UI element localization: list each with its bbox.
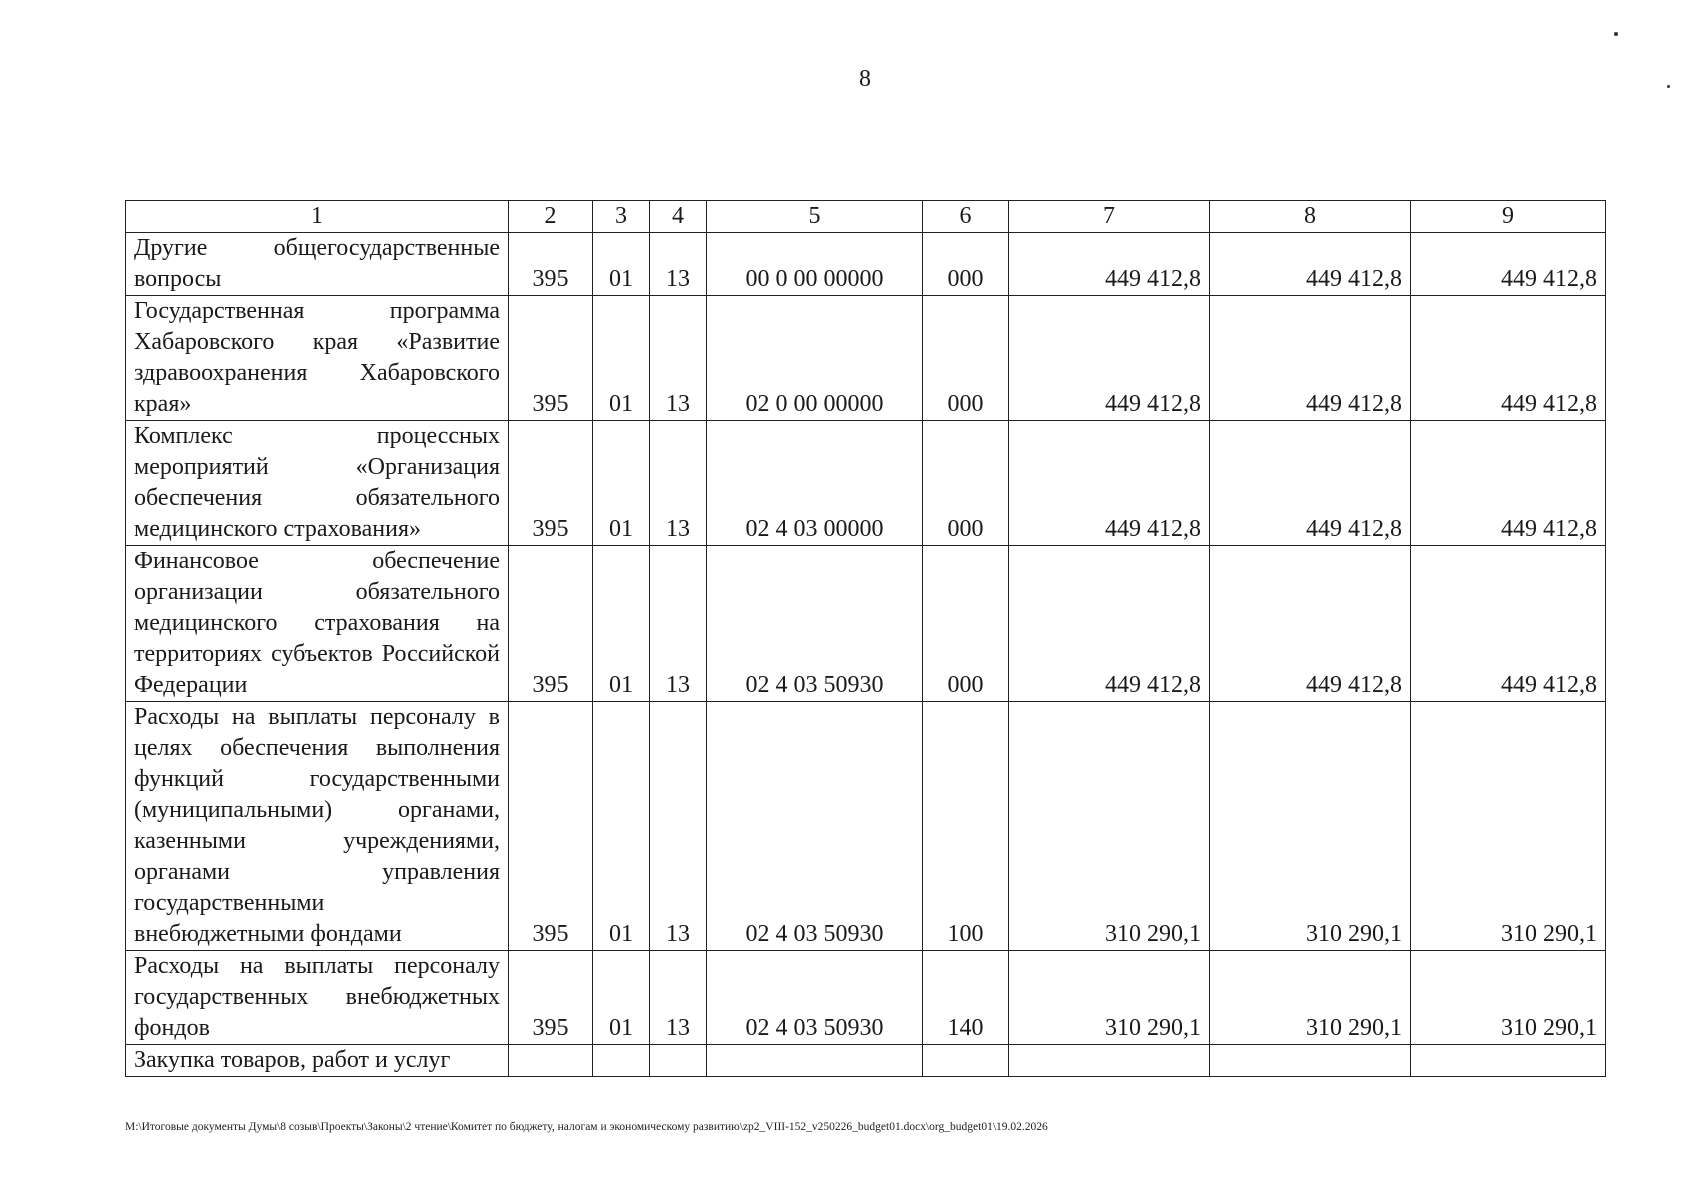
page-number: 8: [859, 66, 871, 92]
cell-col2: 395: [509, 951, 593, 1045]
row-name: Государственная программа Хабаровского края «Развитие здравоохранения Хабаровского края»: [126, 296, 509, 421]
cell-col8: 310 290,1: [1210, 702, 1411, 951]
cell-col4: 13: [650, 951, 707, 1045]
cell-col6: [923, 1045, 1009, 1077]
cell-col5: [707, 1045, 923, 1077]
cell-col5: 02 4 03 00000: [707, 421, 923, 546]
cell-col6: 000: [923, 421, 1009, 546]
row-name: Другие общегосударственные вопросы: [126, 233, 509, 296]
cell-col9: 449 412,8: [1411, 233, 1606, 296]
cell-col7: 310 290,1: [1009, 702, 1210, 951]
cell-col2: 395: [509, 421, 593, 546]
cell-col5: 02 4 03 50930: [707, 702, 923, 951]
cell-col8: [1210, 1045, 1411, 1077]
table-row: [126, 702, 1606, 951]
row-name: Комплекс процессных мероприятий «Организация обеспечения обязательного медицинского страхования»: [126, 421, 509, 546]
cell-col5: 00 0 00 00000: [707, 233, 923, 296]
scan-speck: [1667, 85, 1670, 88]
footer-file-path: M:\Итоговые документы Думы\8 созыв\Проекты\Законы\2 чтение\Комитет по бюджету, налогам и экономическому развитию\zp2_VIII-152_v250226_budget01.docx\org_budget01\19.02.2026: [125, 1121, 1048, 1133]
cell-col7: [1009, 1045, 1210, 1077]
cell-col4: 13: [650, 296, 707, 421]
column-header: 4: [650, 201, 707, 233]
column-header: 3: [593, 201, 650, 233]
cell-col5: 02 4 03 50930: [707, 546, 923, 702]
cell-col3: 01: [593, 951, 650, 1045]
cell-col8: 449 412,8: [1210, 546, 1411, 702]
cell-col4: 13: [650, 546, 707, 702]
cell-col9: 310 290,1: [1411, 951, 1606, 1045]
cell-col9: 449 412,8: [1411, 296, 1606, 421]
cell-col5: 02 0 00 00000: [707, 296, 923, 421]
column-header: 1: [126, 201, 509, 233]
cell-col3: 01: [593, 296, 650, 421]
cell-col6: 000: [923, 546, 1009, 702]
cell-col2: 395: [509, 296, 593, 421]
cell-col7: 449 412,8: [1009, 233, 1210, 296]
row-name: Расходы на выплаты персоналу государственных внебюджетных фондов: [126, 951, 509, 1045]
cell-col8: 310 290,1: [1210, 951, 1411, 1045]
cell-col9: 449 412,8: [1411, 546, 1606, 702]
table-row: [126, 546, 1606, 702]
table-header-row: [126, 201, 1606, 233]
cell-col3: 01: [593, 233, 650, 296]
cell-col8: 449 412,8: [1210, 296, 1411, 421]
cell-col8: 449 412,8: [1210, 233, 1411, 296]
cell-col3: 01: [593, 546, 650, 702]
cell-col2: 395: [509, 233, 593, 296]
cell-col2: 395: [509, 702, 593, 951]
column-header: 6: [923, 201, 1009, 233]
column-header: 5: [707, 201, 923, 233]
cell-col9: 449 412,8: [1411, 421, 1606, 546]
cell-col6: 140: [923, 951, 1009, 1045]
row-name: Закупка товаров, работ и услуг: [126, 1045, 509, 1077]
cell-col6: 100: [923, 702, 1009, 951]
cell-col2: [509, 1045, 593, 1077]
cell-col3: 01: [593, 421, 650, 546]
budget-table: [125, 200, 1606, 1077]
table-row: [126, 233, 1606, 296]
cell-col6: 000: [923, 296, 1009, 421]
cell-col9: 310 290,1: [1411, 702, 1606, 951]
cell-col2: 395: [509, 546, 593, 702]
cell-col7: 449 412,8: [1009, 421, 1210, 546]
column-header: 9: [1411, 201, 1606, 233]
cell-col4: 13: [650, 702, 707, 951]
cell-col3: [593, 1045, 650, 1077]
row-name: Расходы на выплаты персоналу в целях обеспечения выполнения функций государственными (муниципальными) органами, казенными учреждениями, органами управления государственными внебюджетными фондами: [126, 702, 509, 951]
cell-col9: [1411, 1045, 1606, 1077]
column-header: 2: [509, 201, 593, 233]
cell-col8: 449 412,8: [1210, 421, 1411, 546]
table-row: [126, 296, 1606, 421]
cell-col7: 310 290,1: [1009, 951, 1210, 1045]
table-row: [126, 421, 1606, 546]
cell-col4: 13: [650, 421, 707, 546]
column-header: 8: [1210, 201, 1411, 233]
cell-col3: 01: [593, 702, 650, 951]
table-row: [126, 1045, 1606, 1077]
column-header: 7: [1009, 201, 1210, 233]
cell-col7: 449 412,8: [1009, 296, 1210, 421]
cell-col7: 449 412,8: [1009, 546, 1210, 702]
cell-col6: 000: [923, 233, 1009, 296]
cell-col4: 13: [650, 233, 707, 296]
table-row: [126, 951, 1606, 1045]
cell-col5: 02 4 03 50930: [707, 951, 923, 1045]
scan-speck: [1614, 32, 1618, 36]
row-name: Финансовое обеспечение организации обязательного медицинского страхования на территориях субъектов Российской Федерации: [126, 546, 509, 702]
cell-col4: [650, 1045, 707, 1077]
